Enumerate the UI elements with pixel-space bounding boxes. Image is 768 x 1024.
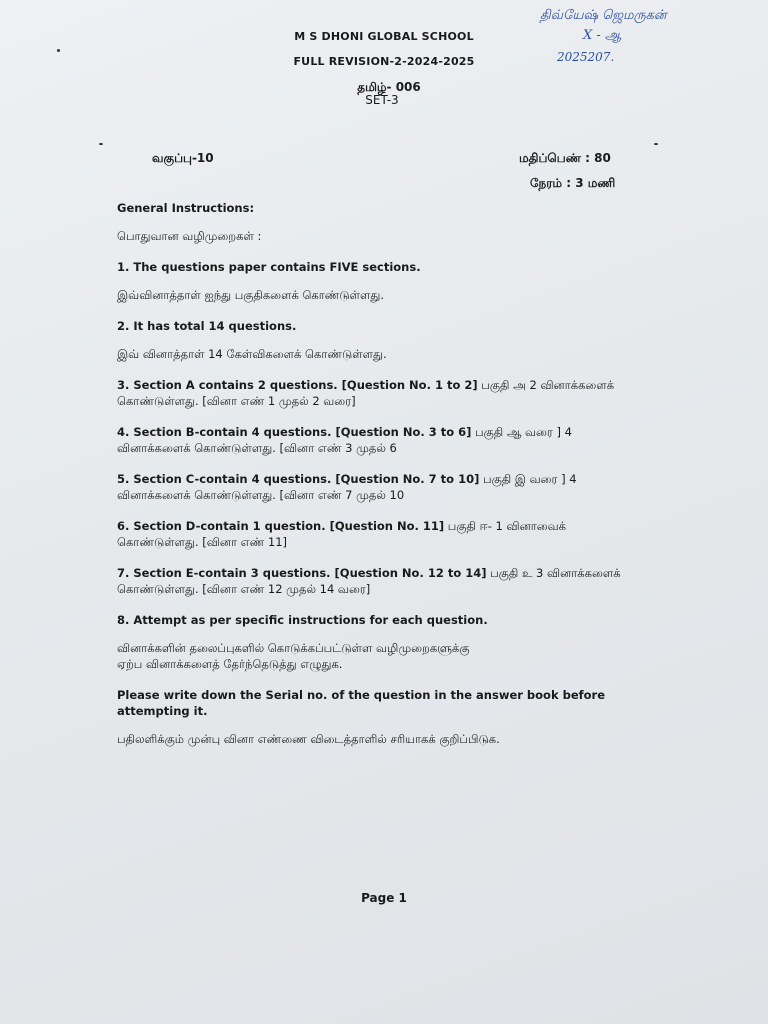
subject-code: தமிழ்- 006 [357,80,421,94]
instruction-4: 4. Section B-contain 4 questions. [Question No. 3 to 6] பகுதி ஆ வரை ] 4 [117,425,572,439]
speck-mark [654,143,658,145]
instruction-7: 7. Section E-contain 3 questions. [Question No. 12 to 14] பகுதி உ 3 வினாக்களைக் [117,566,621,580]
instruction-2-en: 2. It has total 14 questions. [117,319,297,333]
instructions-title-tamil: பொதுவான வழிமுறைகள் : [117,229,262,243]
serial-note-line1: Please write down the Serial no. of the question in the answer book before [117,688,606,702]
serial-note-ta: பதிலளிக்கும் முன்பு வினா எண்ணை விடைத்தாளில் சரியாகக் குறிப்பிடுக. [117,732,500,746]
instruction-6-ta: கொண்டுள்ளது. [வினா எண் 11] [117,535,288,549]
instruction-1-ta: இவ்வினாத்தாள் ஐந்து பகுதிகளைக் கொண்டுள்ளது. [117,288,385,302]
school-name: M S DHONI GLOBAL SCHOOL [294,30,474,43]
max-marks: மதிப்பெண் : 80 [519,151,611,165]
instruction-3-ta: கொண்டுள்ளது. [வினா எண் 1 முதல் 2 வரை] [117,394,356,408]
instruction-3: 3. Section A contains 2 questions. [Question No. 1 to 2] பகுதி அ 2 வினாக்களைக் [117,378,615,392]
instruction-5-ta: வினாக்களைக் கொண்டுள்ளது. [வினா எண் 7 முதல் 10 [117,488,405,502]
instruction-8-ta-line1: வினாக்களின் தலைப்புகளில் கொடுக்கப்பட்டுள்ள வழிமுறைகளுக்கு [117,641,470,655]
serial-note-line2: attempting it. [117,704,208,718]
instruction-6: 6. Section D-contain 1 question. [Question No. 11] பகுதி ஈ- 1 வினாவைக் [117,519,566,533]
instruction-1-en: 1. The questions paper contains FIVE sections. [117,260,421,274]
instruction-8-en: 8. Attempt as per specific instructions for each question. [117,613,488,627]
duration: நேரம் : 3 மணி [530,176,616,190]
exam-title: FULL REVISION-2-2024-2025 [293,55,475,68]
general-instructions [117,200,657,747]
instruction-8-ta-line2: ஏற்ப வினாக்களைத் தேர்ந்தெடுத்து எழுதுக. [117,657,343,671]
handwritten-class-section: X - ஆ [583,28,622,43]
handwritten-roll-number: 2025207. [557,50,615,64]
page-number: Page 1 [361,891,407,905]
handwritten-student-name: திவ்யேஷ் ஜெமருகன் [540,8,667,23]
instructions-title: General Instructions: [117,201,255,215]
class-label: வகுப்பு-10 [152,151,214,165]
speck-mark [99,143,103,145]
instruction-4-ta: வினாக்களைக் கொண்டுள்ளது. [வினா எண் 3 முதல் 6 [117,441,397,455]
instruction-2-ta: இவ் வினாத்தாள் 14 கேள்விகளைக் கொண்டுள்ளது. [117,347,387,361]
set-number: SET-3 [365,93,399,107]
speck-mark [57,49,60,52]
instruction-7-ta: கொண்டுள்ளது. [வினா எண் 12 முதல் 14 வரை] [117,582,371,596]
instruction-5: 5. Section C-contain 4 questions. [Question No. 7 to 10] பகுதி இ வரை ] 4 [117,472,577,486]
